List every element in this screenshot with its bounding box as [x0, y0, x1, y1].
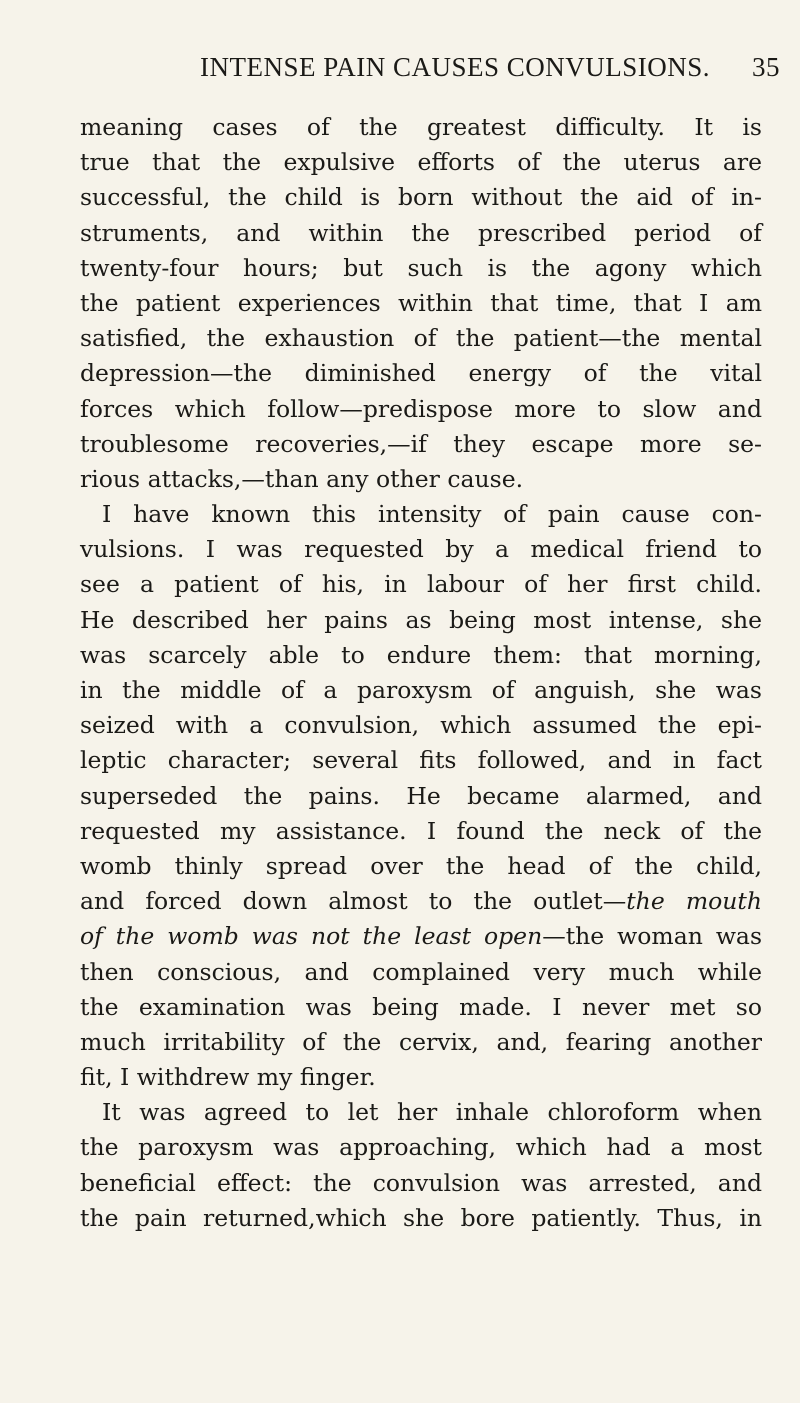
text-line: It was agreed to let her inhale chloroform when [102, 1098, 762, 1127]
text-line: seized with a convulsion, which assumed the epi- [80, 711, 762, 740]
text-line: fit, I withdrew my finger. [80, 1063, 376, 1092]
text-segment: —the woman was [542, 922, 763, 951]
text-line: satisfied, the exhaustion of the patient—the mental [80, 324, 762, 353]
text-line: see a patient of his, in labour of her first child. [80, 570, 762, 599]
italic-text-segment: the mouth [626, 887, 762, 916]
text-line: vulsions. I was requested by a medical friend to [80, 535, 762, 564]
text-line: meaning cases of the greatest difficulty. It is [80, 113, 762, 141]
running-head-title: INTENSE PAIN CAUSES CONVULSIONS. [200, 52, 711, 82]
text-line: in the middle of a paroxysm of anguish, she was [80, 676, 762, 704]
text-line: successful, the child is born without the aid of in- [80, 183, 762, 212]
text-line: the examination was being made. I never met so [80, 992, 762, 1021]
text-line: leptic character; several fits followed, and in fact [80, 746, 762, 775]
text-line: the patient experiences within that time, that I am [80, 288, 762, 317]
text-line: twenty-four hours; but such is the agony which [80, 253, 762, 282]
text-line: the pain returned,which she bore patiently. Thus, in [80, 1203, 762, 1232]
italic-text-segment: of the womb was not the least open [80, 922, 543, 951]
text-line: forces which follow—predispose more to slow and [80, 394, 762, 423]
text-line: was scarcely able to endure them: that morning, [80, 640, 762, 669]
text-line: struments, and within the prescribed period of [80, 218, 762, 247]
text-line: superseded the pains. He became alarmed, and [80, 781, 762, 810]
running-head [200, 52, 780, 92]
page-number: 35 [752, 52, 780, 82]
text-line: troublesome recoveries,—if they escape more se- [80, 429, 762, 458]
text-line: depression—the diminished energy of the vital [80, 359, 762, 388]
text-line: requested my assistance. I found the neck of the [80, 816, 762, 845]
text-line [80, 884, 762, 919]
text-line [80, 919, 762, 954]
text-line: He described her pains as being most intense, she [80, 605, 762, 634]
text-line: womb thinly spread over the head of the child, [80, 851, 762, 880]
text-line: much irritability of the cervix, and, fearing another [80, 1027, 762, 1056]
text-line: true that the expulsive efforts of the uterus are [80, 148, 762, 177]
text-line: then conscious, and complained very much while [80, 957, 762, 986]
text-line: I have known this intensity of pain cause con- [102, 500, 762, 529]
body-text [80, 110, 762, 1236]
text-line: the paroxysm was approaching, which had a most [80, 1133, 762, 1162]
text-line: rious attacks,—than any other cause. [80, 464, 524, 493]
text-segment: and forced down almost to the outlet— [80, 887, 627, 916]
text-line: beneficial effect: the convulsion was arrested, and [80, 1168, 762, 1197]
